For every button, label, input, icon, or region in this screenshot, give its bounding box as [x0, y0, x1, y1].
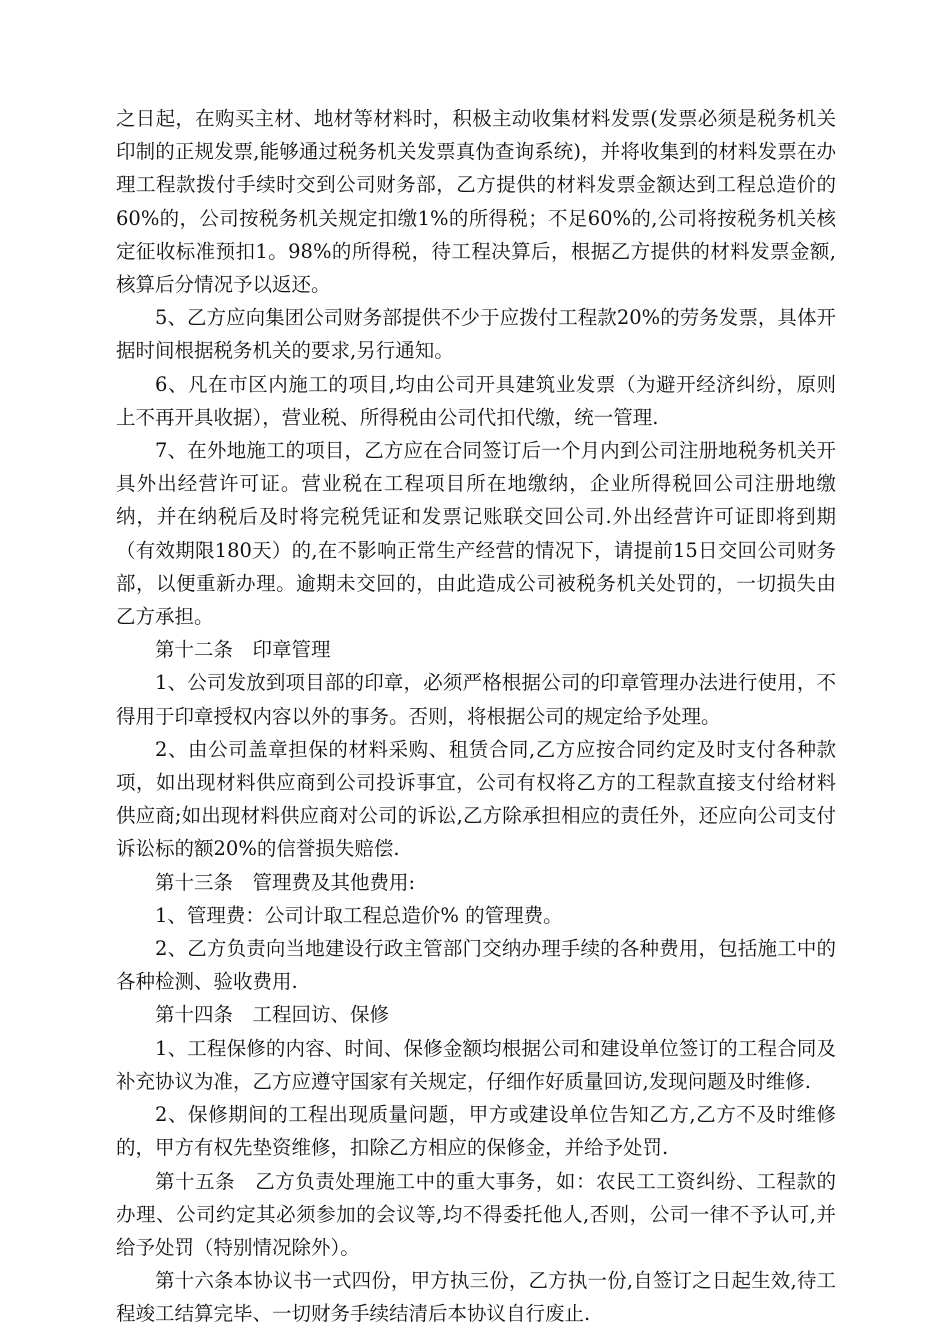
- article-15: 第十五条 乙方负责处理施工中的重大事务，如：农民工工资纠纷、工程款的办理、公司约定其必须参加的会议等,均不得委托他人,否则，公司一律不予认可,并给予处罚（特别情况除外）。: [116, 1169, 836, 1259]
- paragraph-item-6: 6、凡在市区内施工的项目,均由公司开具建筑业发票（为避开经济纠纷，原则上不再开具收据），营业税、所得税由公司代扣代缴，统一管理.: [116, 372, 836, 429]
- document-page: [116, 102, 836, 1331]
- article-14-item-2: 2、保修期间的工程出现质量问题，甲方或建设单位告知乙方,乙方不及时维修的，甲方有权先垫资维修，扣除乙方相应的保修金，并给予处罚.: [116, 1103, 836, 1160]
- article-13-item-1: 1、管理费：公司计取工程总造价% 的管理费。: [155, 903, 563, 927]
- article-14-heading: 第十四条 工程回访、保修: [155, 1003, 390, 1027]
- article-12-heading: 第十二条 印章管理: [155, 638, 331, 662]
- article-12-item-2: 2、由公司盖章担保的材料采购、租赁合同,乙方应按合同约定及时支付各种款项，如出现材料供应商到公司投诉事宜，公司有权将乙方的工程款直接支付给材料供应商;如出现材料供应商对公司的诉讼,乙方除承担相应的责任外，还应向公司支付诉讼标的额20%的信誉损失赔偿.: [116, 737, 836, 861]
- article-14-item-1: 1、工程保修的内容、时间、保修金额均根据公司和建设单位签订的工程合同及补充协议为准，乙方应遵守国家有关规定，仔细作好质量回访,发现问题及时维修.: [116, 1036, 836, 1093]
- paragraph-item-5: 5、乙方应向集团公司财务部提供不少于应拨付工程款20%的劳务发票，具体开据时间根据税务机关的要求,另行通知。: [116, 306, 836, 363]
- article-13-item-2: 2、乙方负责向当地建设行政主管部门交纳办理手续的各种费用，包括施工中的各种检测、验收费用.: [116, 937, 836, 994]
- paragraph-item-7: 7、在外地施工的项目，乙方应在合同签订后一个月内到公司注册地税务机关开具外出经营许可证。营业税在工程项目所在地缴纳，企业所得税回公司注册地缴纳，并在纳税后及时将完税凭证和发票记账联交回公司.外出经营许可证即将到期（有效期限180天）的,在不影响正常生产经营的情况下，请提前15日交回公司财务部，以便重新办理。逾期未交回的，由此造成公司被税务机关处罚的，一切损失由乙方承担。: [116, 439, 836, 629]
- paragraph-continuation: 之日起，在购买主材、地材等材料时，积极主动收集材料发票(发票必须是税务机关印制的正规发票,能够通过税务机关发票真伪查询系统)，并将收集到的材料发票在办理工程款拨付手续时交到公司财务部，乙方提供的材料发票金额达到工程总造价的60%的，公司按税务机关规定扣缴1%的所得税；不足60%的,公司将按税务机关核定征收标准预扣1。98%的所得税，待工程决算后，根据乙方提供的材料发票金额,核算后分情况予以返还。: [116, 107, 836, 297]
- article-13-heading: 第十三条 管理费及其他费用:: [155, 870, 416, 894]
- article-12-item-1: 1、公司发放到项目部的印章，必须严格根据公司的印章管理办法进行使用，不得用于印章授权内容以外的事务。否则，将根据公司的规定给予处理。: [116, 671, 836, 728]
- article-16: 第十六条本协议书一式四份，甲方执三份，乙方执一份,自签订之日起生效,待工程竣工结算完毕、一切财务手续结清后本协议自行废止.: [116, 1269, 836, 1326]
